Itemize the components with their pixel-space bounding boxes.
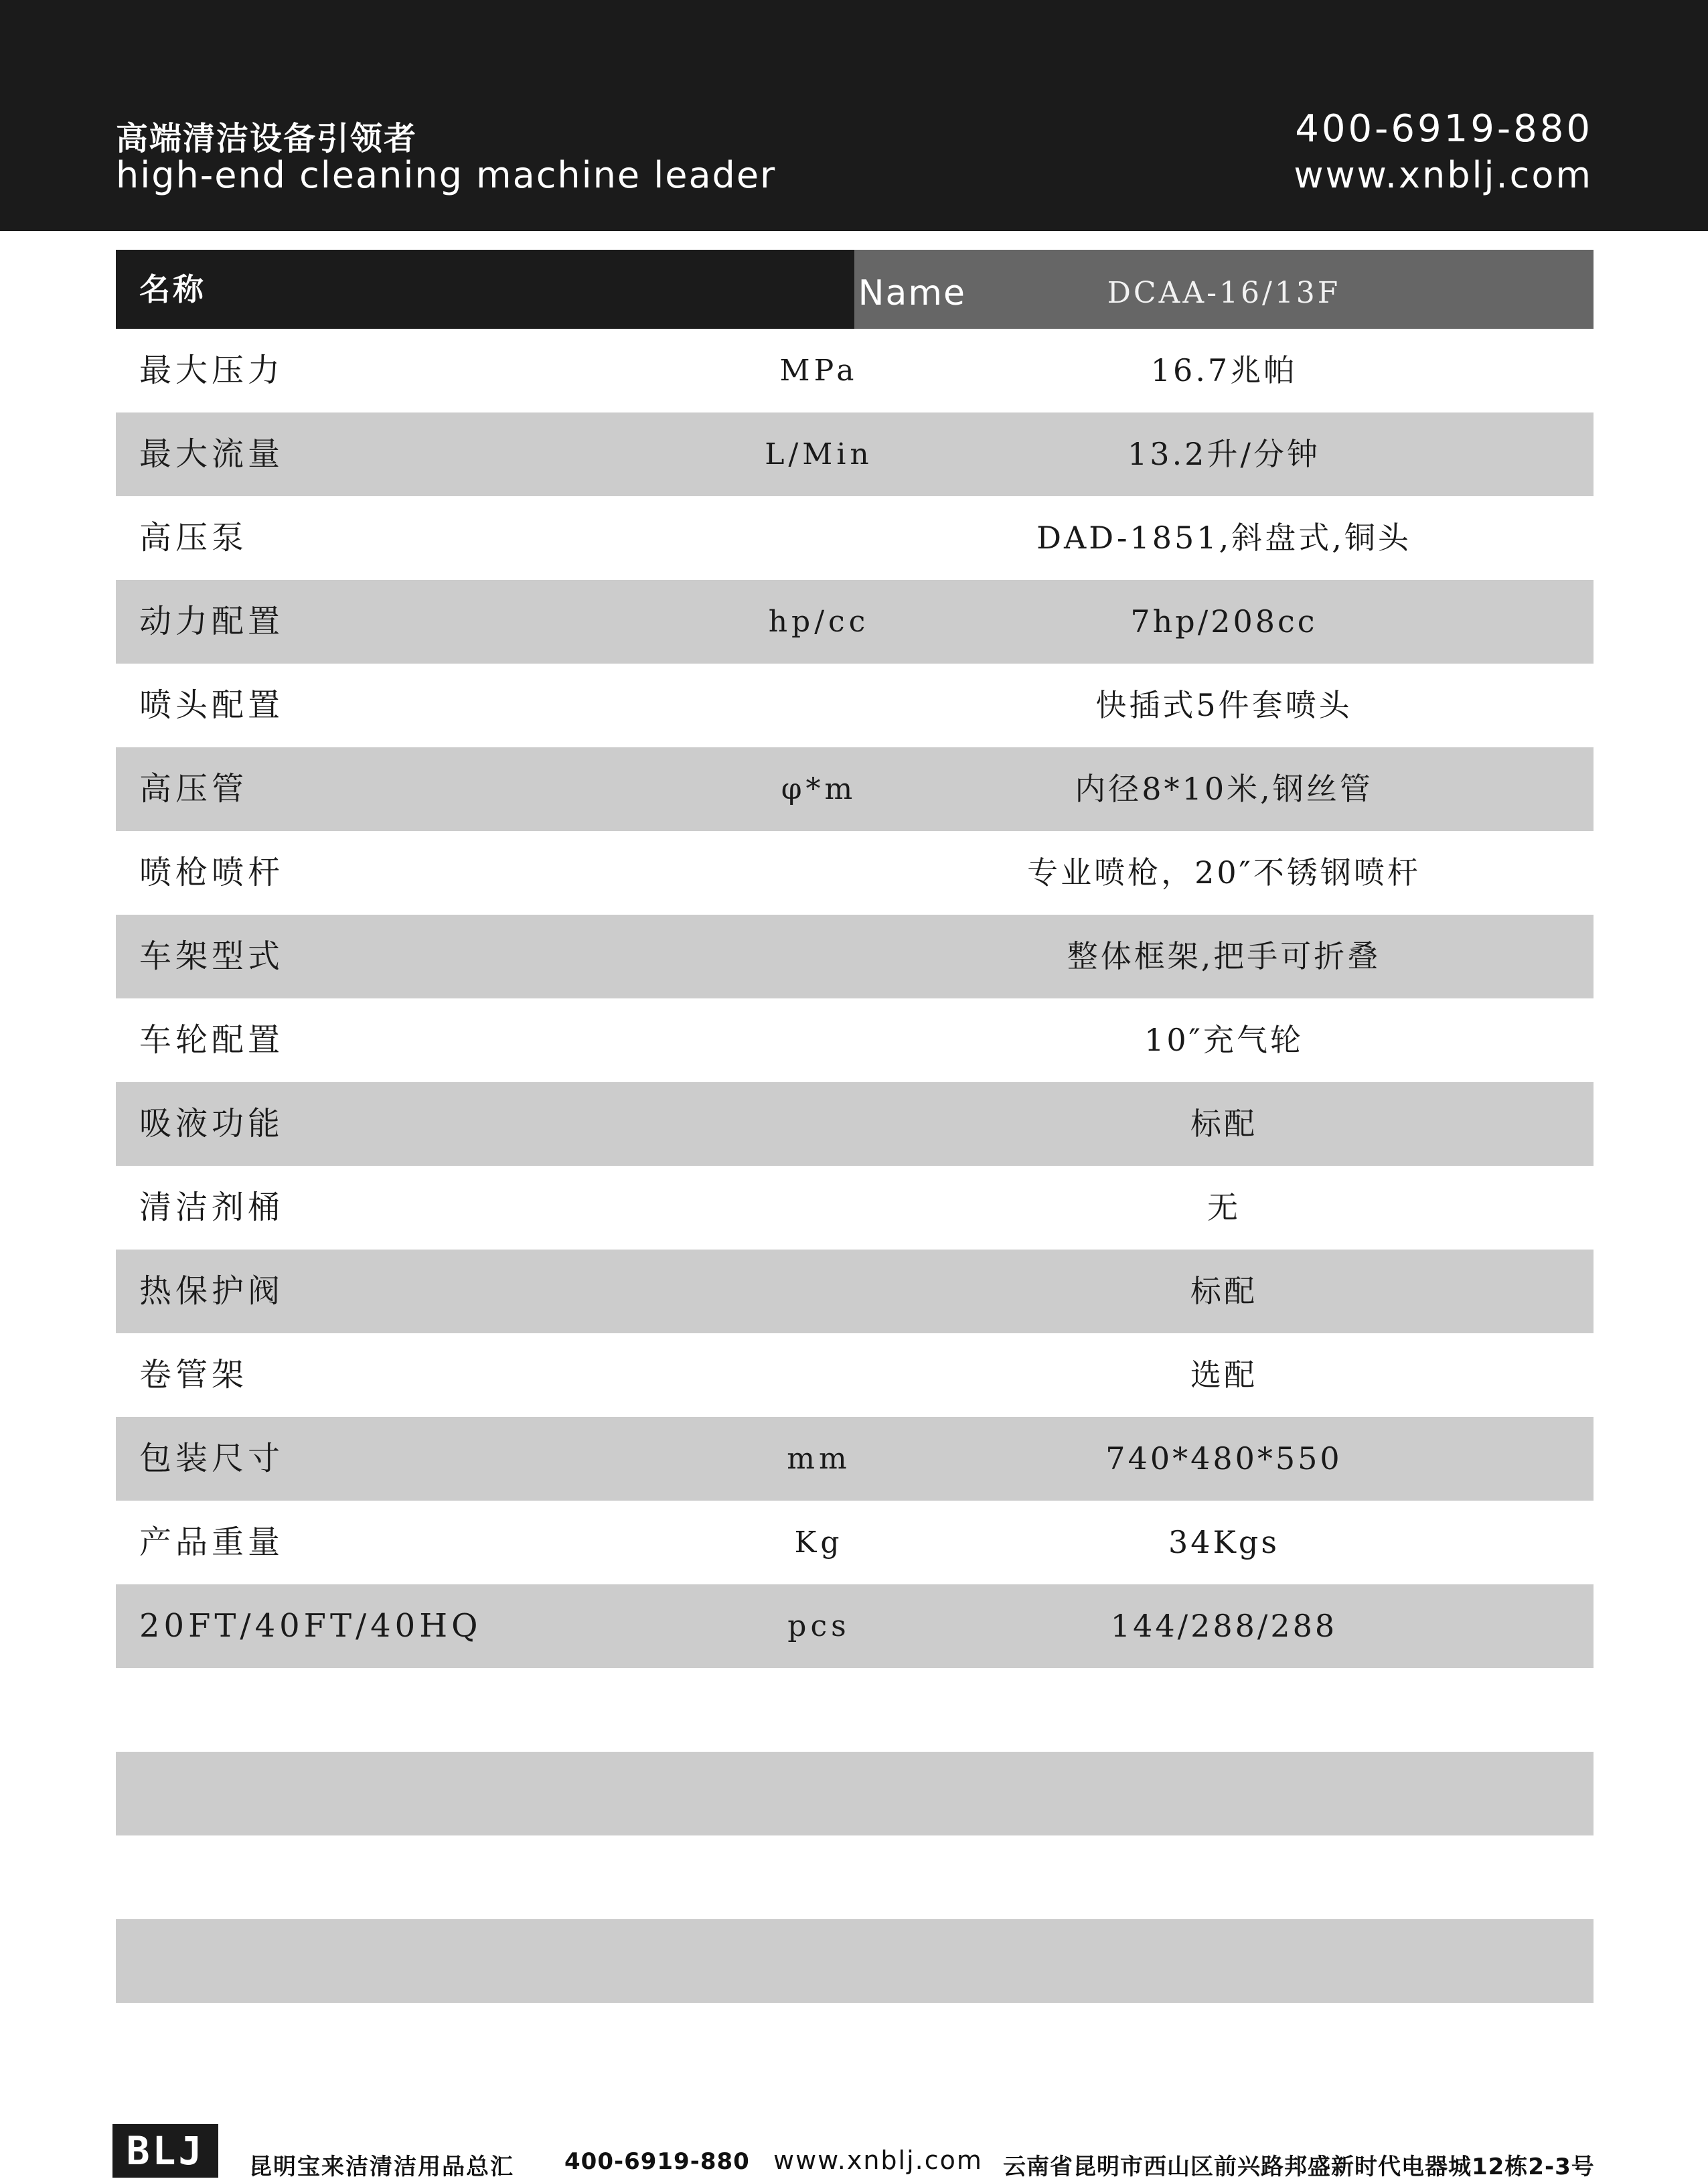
table-row [116, 1082, 1594, 1166]
footer-phone: 400-6919-880 [564, 2148, 750, 2175]
table-row [116, 496, 1594, 580]
row-value: 144/288/288 [1110, 1608, 1338, 1644]
empty-row [116, 1752, 1594, 1835]
row-label: 最大流量 [139, 435, 285, 473]
table-row [116, 329, 1594, 412]
row-value: 标配 [1190, 1106, 1257, 1142]
header-name-cn: 名称 [139, 271, 206, 307]
row-value: 快插式5件套喷头 [1095, 687, 1352, 723]
table-row [116, 580, 1594, 664]
table-row [116, 831, 1594, 915]
row-label: 高压泵 [139, 519, 248, 556]
header-phone: 400-6919-880 [1295, 107, 1593, 151]
row-unit: φ*m [781, 772, 857, 806]
empty-row [116, 1919, 1594, 2003]
table-row [116, 1250, 1594, 1333]
row-label: 产品重量 [139, 1523, 285, 1561]
slogan-english: high-end cleaning machine leader [116, 154, 777, 196]
table-row [116, 1333, 1594, 1417]
row-unit: Kg [794, 1525, 844, 1560]
row-value: 16.7兆帕 [1150, 352, 1298, 388]
row-unit: MPa [779, 354, 858, 388]
row-label: 包装尺寸 [139, 1440, 285, 1477]
page-header [0, 0, 1708, 231]
row-unit: hp/cc [768, 605, 870, 639]
row-label: 高压管 [139, 770, 248, 808]
row-value: 整体框架,把手可折叠 [1067, 938, 1381, 974]
row-value: 7hp/208cc [1130, 603, 1318, 640]
footer-address: 云南省昆明市西山区前兴路邦盛新时代电器城12栋2-3号 [1003, 2154, 1595, 2180]
row-value: 34Kgs [1168, 1524, 1279, 1560]
row-value: 标配 [1190, 1273, 1257, 1309]
page-footer [0, 2116, 1708, 2181]
row-label: 车轮配置 [139, 1021, 285, 1059]
row-label: 吸液功能 [139, 1105, 285, 1142]
empty-row [116, 1835, 1594, 1919]
row-unit: mm [787, 1442, 851, 1476]
table-row [116, 1584, 1594, 1668]
empty-row [116, 1668, 1594, 1752]
row-value: 专业喷枪，20″不锈钢喷杆 [1027, 854, 1421, 891]
row-label: 最大压力 [139, 352, 285, 389]
row-value: 无 [1207, 1189, 1241, 1225]
row-label: 喷头配置 [139, 686, 285, 724]
row-label: 动力配置 [139, 603, 285, 640]
header-model: DCAA-16/13F [1107, 276, 1341, 310]
spec-table-header [116, 250, 1594, 329]
row-value: 选配 [1190, 1357, 1257, 1393]
row-label: 车架型式 [139, 937, 285, 975]
table-row [116, 747, 1594, 831]
row-value: 13.2升/分钟 [1128, 436, 1320, 472]
row-unit: pcs [787, 1609, 850, 1643]
header-website: www.xnblj.com [1294, 154, 1593, 196]
table-row [116, 1501, 1594, 1584]
table-row [116, 915, 1594, 998]
row-value: 740*480*550 [1105, 1440, 1342, 1477]
brand-logo: BLJ [112, 2124, 218, 2178]
footer-website: www.xnblj.com [773, 2146, 983, 2175]
row-label: 20FT/40FT/40HQ [139, 1607, 482, 1645]
table-row [116, 998, 1594, 1082]
row-label: 卷管架 [139, 1356, 248, 1394]
table-row [116, 412, 1594, 496]
footer-company: 昆明宝来洁清洁用品总汇 [249, 2154, 514, 2180]
row-value: 内径8*10米,钢丝管 [1075, 771, 1373, 807]
slogan-chinese: 高端清洁设备引领者 [116, 120, 418, 157]
table-row [116, 1417, 1594, 1501]
row-value: 10″充气轮 [1144, 1022, 1304, 1058]
table-row [116, 1166, 1594, 1250]
row-unit: L/Min [765, 437, 873, 471]
spec-table [116, 250, 1594, 2003]
header-name-en: Name [858, 273, 966, 313]
row-label: 热保护阀 [139, 1272, 285, 1310]
row-value: DAD-1851,斜盘式,铜头 [1036, 520, 1411, 556]
table-row [116, 664, 1594, 747]
row-label: 清洁剂桶 [139, 1189, 285, 1226]
row-label: 喷枪喷杆 [139, 854, 285, 891]
